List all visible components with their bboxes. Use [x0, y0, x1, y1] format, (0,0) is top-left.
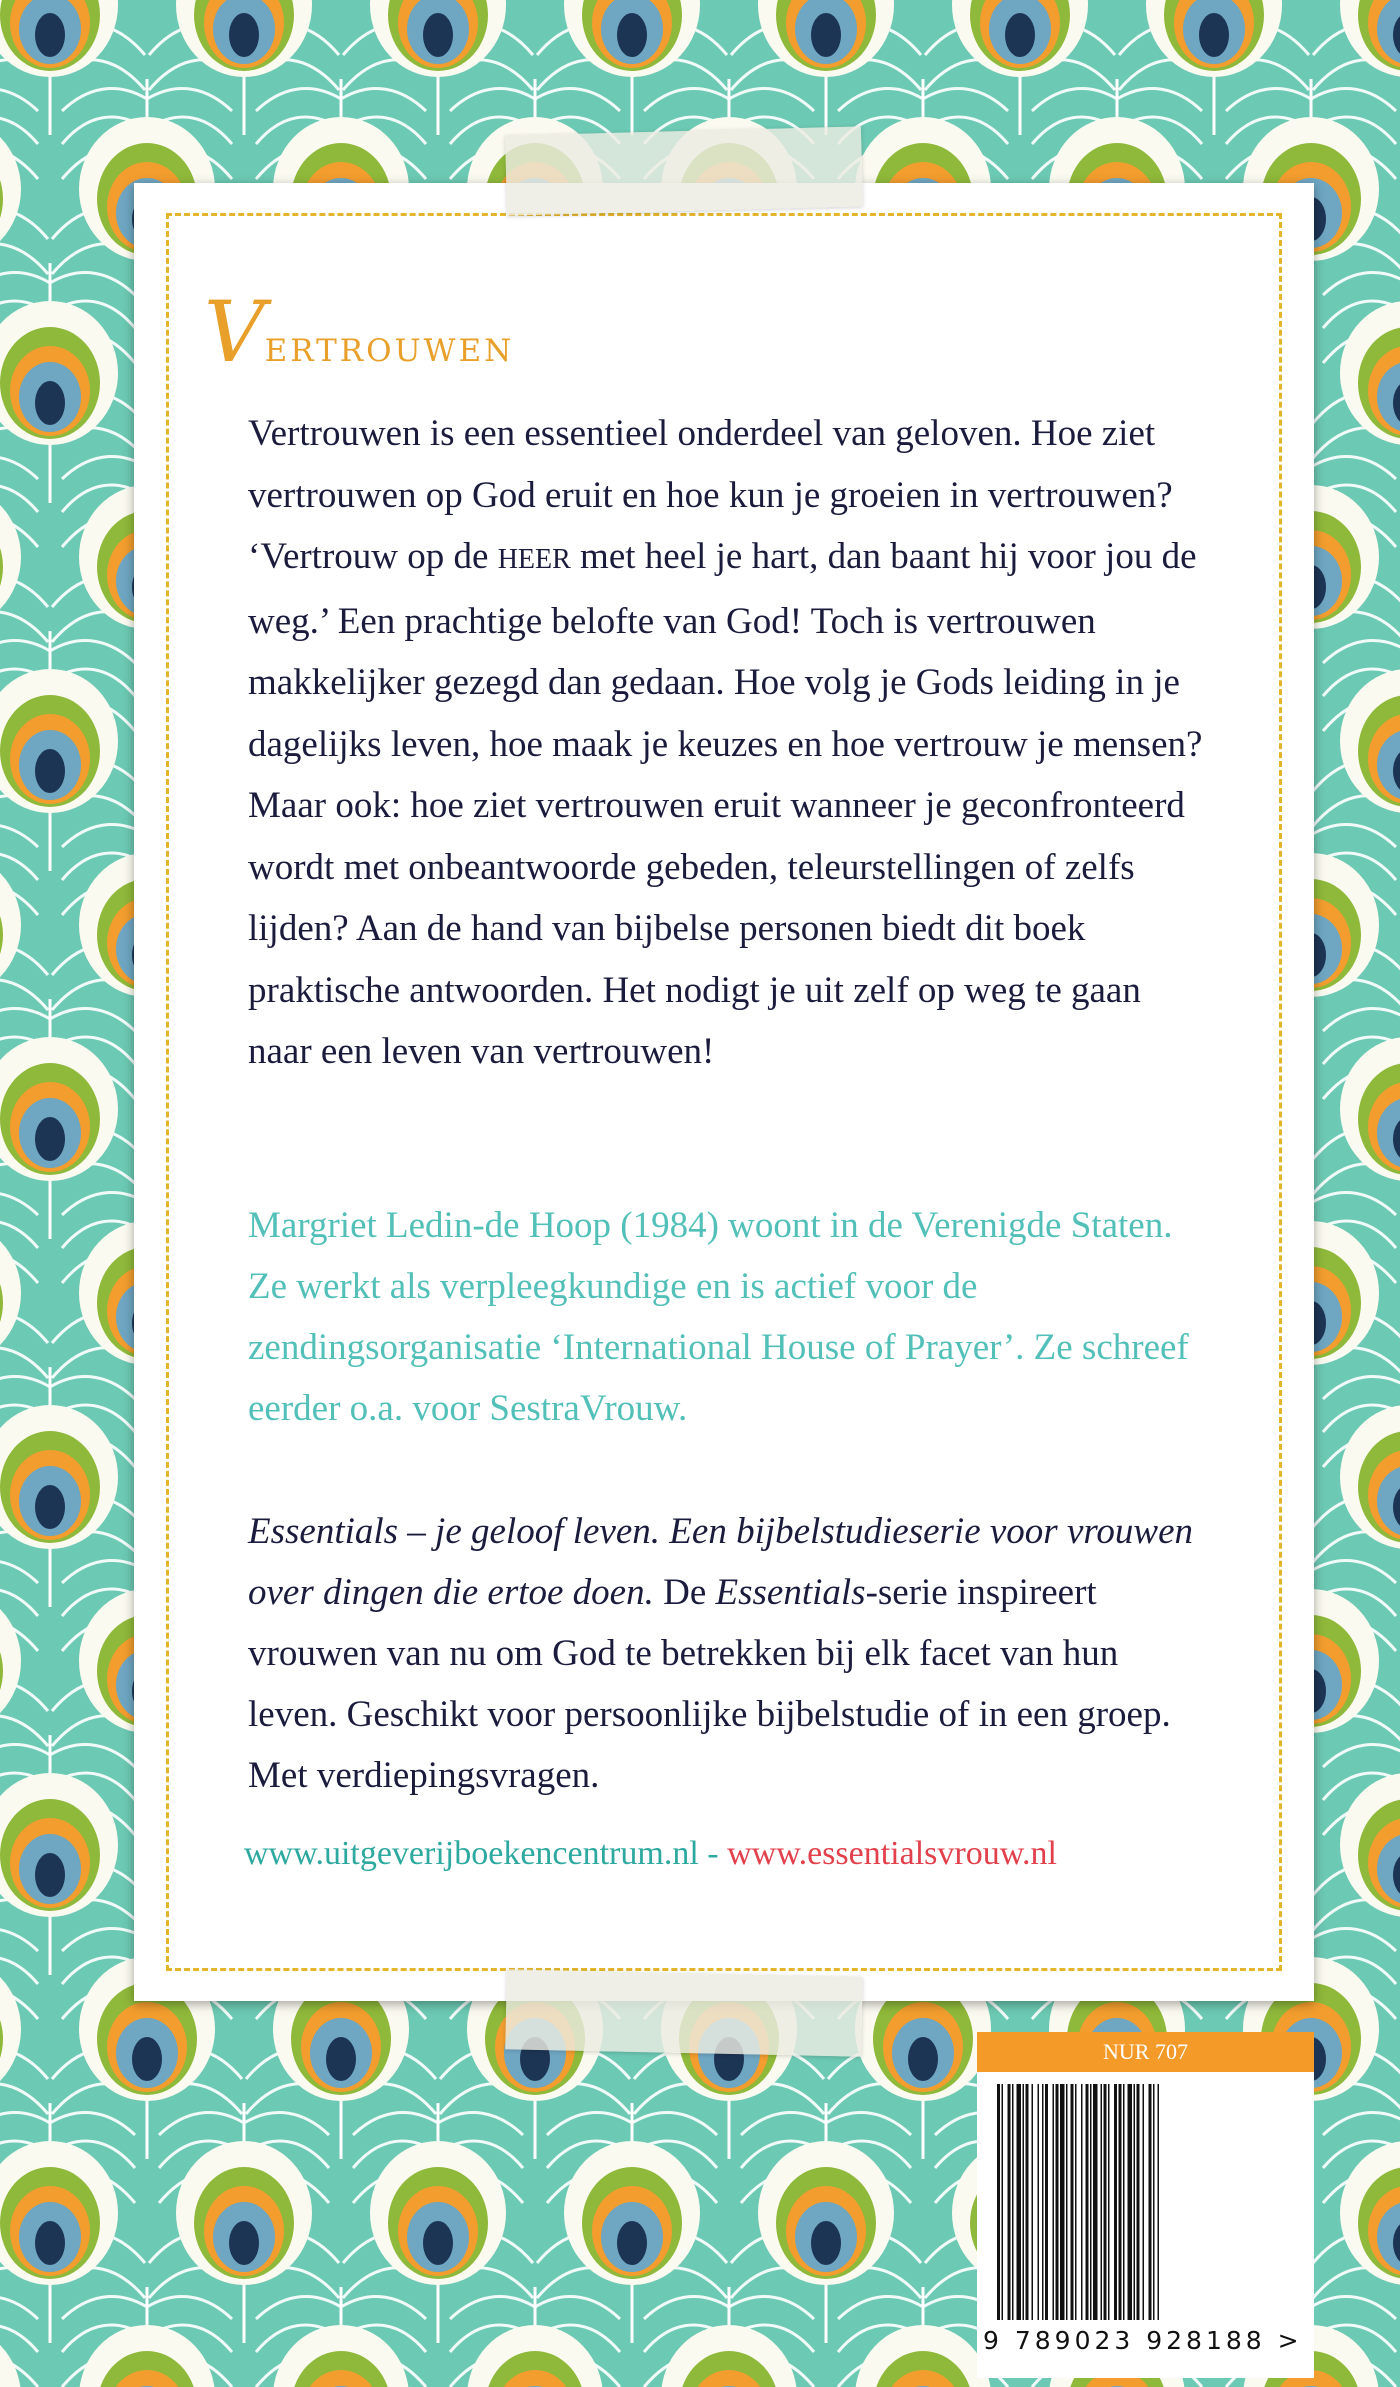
- description-card: [134, 183, 1314, 2001]
- barcode-bar: [1071, 2084, 1074, 2320]
- series-url-link[interactable]: www.essentialsvrouw.nl: [727, 1835, 1057, 1872]
- barcode-bar: [1134, 2084, 1136, 2320]
- series-italic-lead: Essentials – je geloof leven. Een bijbelstudieserie voor vrouwen over dingen die ertoe doen.: [248, 1511, 1193, 1613]
- url-separator: -: [698, 1835, 728, 1872]
- barcode-bar: [1045, 2084, 1048, 2320]
- book-title-initial: V: [204, 283, 265, 381]
- barcode-bar: [1149, 2084, 1152, 2320]
- description-small-caps: HEER: [497, 544, 571, 575]
- series-text-1: De: [653, 1572, 716, 1613]
- barcode-bar: [1053, 2084, 1055, 2320]
- barcode-bar: [1090, 2084, 1092, 2320]
- barcode-bar: [1075, 2084, 1077, 2320]
- series-italic-name: Essentials: [715, 1572, 866, 1613]
- barcode-bar: [1012, 2084, 1014, 2320]
- barcode-bar: [1104, 2084, 1107, 2320]
- book-title-rest: ertrouwen: [264, 321, 515, 372]
- barcode-bar: [1038, 2084, 1040, 2320]
- barcode-bar: [1026, 2084, 1029, 2320]
- tape-strip-bottom: [505, 1969, 863, 2056]
- barcode-bar: [1101, 2084, 1103, 2320]
- barcode-bar: [1002, 2084, 1004, 2320]
- series-text-2: -serie inspireert vrouwen van nu om God te betrekken bij elk facet van hun leven. Geschikt voor persoonlijke bijbelstudie of in een groep. Met verdiepingsvragen.: [248, 1572, 1171, 1796]
- barcode-bar: [1108, 2084, 1110, 2320]
- barcode-bar: [1023, 2084, 1025, 2320]
- barcode-bar: [1056, 2084, 1059, 2320]
- barcode-bar: [1086, 2084, 1089, 2320]
- nur-code: NUR 707: [977, 2032, 1314, 2072]
- tape-strip-top: [505, 126, 863, 215]
- barcode-bar: [1128, 2084, 1133, 2320]
- barcode-bar: [1137, 2084, 1140, 2320]
- barcode-bar: [1093, 2084, 1098, 2320]
- barcode-bar: [1143, 2084, 1145, 2320]
- barcode-bar: [1123, 2084, 1125, 2320]
- barcode-bar: [1114, 2084, 1117, 2320]
- publisher-url-link[interactable]: www.uitgeverijboekencentrum.nl: [244, 1835, 699, 1872]
- description-part-2: met heel je hart, dan baant hij voor jou de weg.’ Een prachtige belofte van God! Toch is vertrouwen makkelijker gezegd dan gedaan. Hoe volg je Gods leiding in je dagelijks leven, hoe maak je keuzes en hoe vertrouw je mensen? Maar ook: hoe ziet vertrouwen eruit wanneer je geconfronteerd wordt met onbeantwoorde gebeden, teleurstellingen of zelfs lijden? Aan de hand van bijbelse personen biedt dit boek praktische antwoorden. Het nodigt je uit zelf op weg te gaan naar een leven van vertrouwen!: [248, 536, 1203, 1072]
- description-part-1: Vertrouwen is een essentieel onderdeel van geloven. Hoe ziet vertrouwen op God eruit en hoe kun je groeien in vertrouwen? ‘Vertrouw op de: [248, 413, 1173, 577]
- barcode-bar: [1119, 2084, 1122, 2320]
- barcode-bar: [1032, 2084, 1034, 2320]
- barcode-bar: [1008, 2084, 1011, 2320]
- barcode-bar: [1066, 2084, 1068, 2320]
- description-paragraph: [248, 403, 1208, 1083]
- barcode-bar: [1017, 2084, 1022, 2320]
- book-title: [204, 283, 514, 381]
- barcode-bar: [997, 2084, 1000, 2320]
- isbn-number: 9 789023 928188 >: [983, 2326, 1303, 2355]
- website-links: [244, 1835, 1057, 1873]
- barcode-bar: [1081, 2084, 1083, 2320]
- barcode-bar: [1042, 2084, 1044, 2320]
- isbn-barcode: [997, 2084, 1294, 2320]
- barcode-bar: [1153, 2084, 1155, 2320]
- author-bio: Margriet Ledin-de Hoop (1984) woont in de Verenigde Staten. Ze werkt als verpleegkundige en is actief voor de zendingsorganisatie ‘International House of Prayer’. Ze schreef eerder o.a. voor SestraVrouw.: [248, 1205, 1189, 1429]
- series-paragraph: [248, 1501, 1208, 1806]
- barcode-bar: [1158, 2084, 1160, 2320]
- barcode-panel: [977, 2032, 1314, 2378]
- barcode-bar: [1060, 2084, 1065, 2320]
